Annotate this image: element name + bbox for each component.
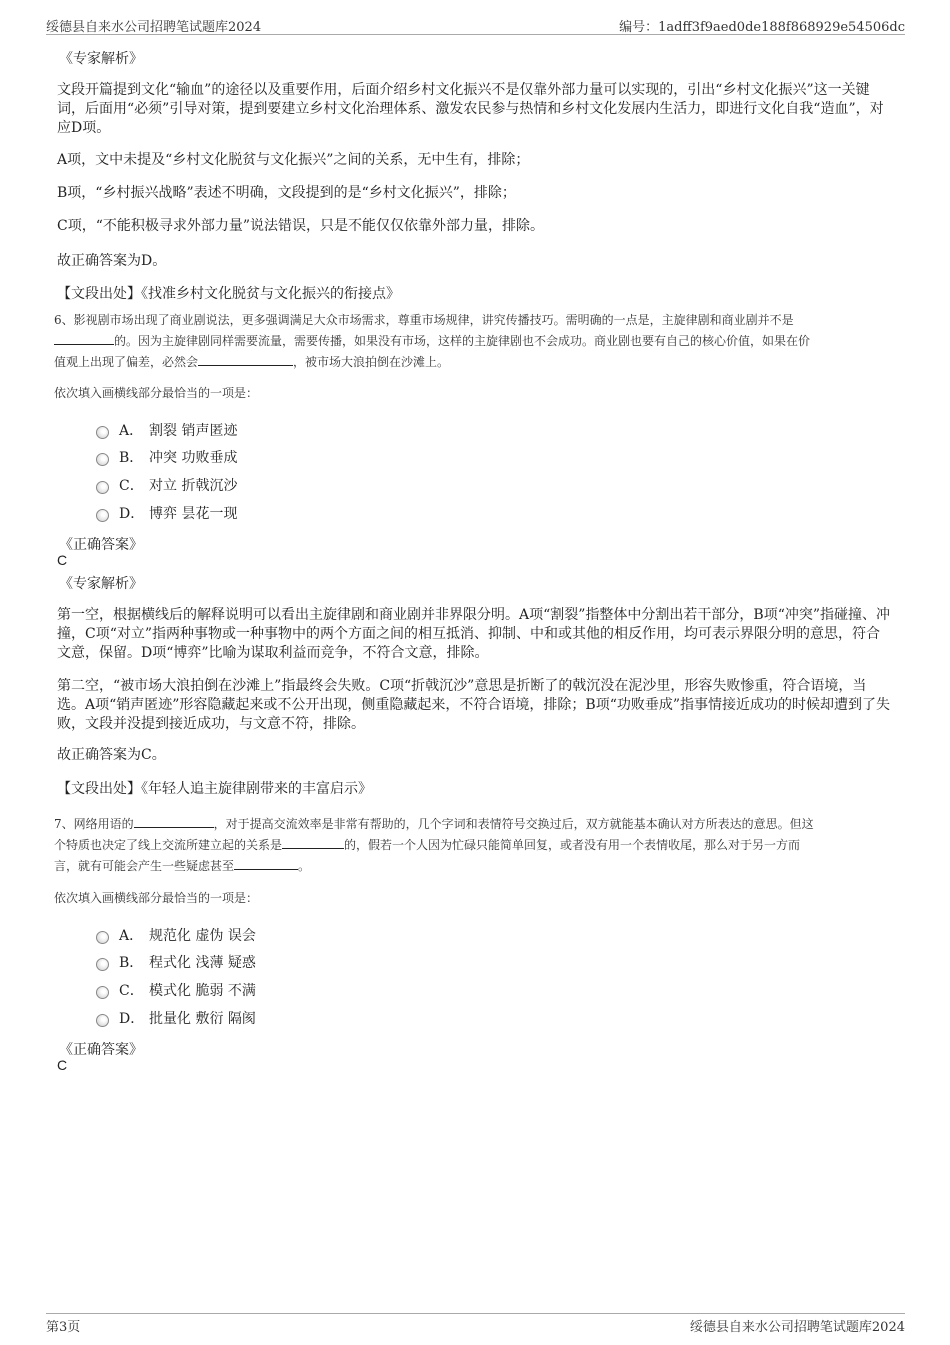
option-text: 对立 折戟沉沙: [149, 478, 238, 494]
q6-answer-label: 《正确答案》: [59, 537, 143, 553]
option-text: 程式化 浅薄 疑惑: [149, 955, 256, 971]
q6-option-b[interactable]: [96, 447, 237, 467]
option-text: 割裂 销声匿迹: [149, 423, 238, 439]
option-text: 博弈 昙花一现: [149, 506, 238, 522]
q6-stem-line2-text: 的。因为主旋律剧同样需要流量，需要传播，如果没有市场，这样的主旋律剧也不会成功。商业剧也要有自己的核心价值，如果在价: [114, 334, 811, 348]
q6-option-a[interactable]: [96, 420, 237, 440]
q7-stem-line2-tail: 的，假若一个人因为忙碌只能简单回复，或者没有用一个表情收尾，那么对于另一方而: [344, 838, 801, 852]
option-key: A．: [119, 928, 144, 944]
q5-analysis: 文段开篇提到文化“输血”的途径以及重要作用，后面介绍乡村文化振兴不是仅靠外部力量可以实现的，引出“乡村文化振兴”这一关键词，后面用“必须”引导对策，提到要建立乡村文化治理体系、激发农民参与热情和乡村文化发展内生活力，即进行文化自我“造血”，对应D项。: [57, 82, 884, 136]
blank[interactable]: [282, 836, 344, 849]
q5-option-b-note: B项，“乡村振兴战略”表述不明确，文段提到的是“乡村文化振兴”，排除；: [57, 185, 516, 201]
q7-stem-line3-text: 言，就有可能会产生一些疑虑甚至: [54, 859, 235, 873]
q5-source: 【文段出处】《找准乡村文化脱贫与文化振兴的衔接点》: [57, 286, 400, 302]
q6-stem-line2: [54, 331, 899, 352]
radio-icon[interactable]: [96, 509, 109, 522]
q7-stem-line3-tail: 。: [298, 859, 311, 873]
q7-prompt: 依次填入画横线部分最恰当的一项是：: [54, 891, 259, 905]
option-key: C．: [119, 478, 144, 494]
option-key: B．: [119, 450, 144, 466]
header-title: 绥德县自来水公司招聘笔试题库2024: [46, 20, 262, 35]
radio-icon[interactable]: [96, 986, 109, 999]
q6-option-d[interactable]: [96, 503, 237, 523]
q7-stem-line2-text: 个特质也决定了线上交流所建立起的关系是: [54, 838, 283, 852]
q6-stem-line1: 6、影视剧市场出现了商业剧说法，更多强调满足大众市场需求，尊重市场规律，讲究传播技巧。需明确的一点是，主旋律剧和商业剧并不是: [54, 313, 794, 327]
q5-option-c-note: C项，“不能积极寻求外部力量”说法错误，只是不能仅仅依靠外部力量，排除。: [57, 218, 545, 234]
q5-conclusion: 故正确答案为D。: [57, 253, 167, 269]
q7-option-a[interactable]: [96, 925, 256, 945]
q6-stem: [54, 310, 899, 373]
q7-stem: [54, 814, 899, 877]
page-footer: [46, 1313, 905, 1336]
radio-icon[interactable]: [96, 931, 109, 944]
q7-option-b[interactable]: [96, 952, 256, 972]
blank[interactable]: [198, 353, 293, 366]
q6-stem-line3-tail: ，被市场大浪拍倒在沙滩上。: [293, 355, 450, 369]
option-key: D．: [119, 1011, 145, 1027]
radio-icon[interactable]: [96, 453, 109, 466]
q7-answer: C: [57, 1057, 68, 1073]
q6-prompt: 依次填入画横线部分最恰当的一项是：: [54, 386, 259, 400]
option-text: 模式化 脆弱 不满: [149, 983, 256, 999]
q7-answer-label: 《正确答案》: [59, 1042, 143, 1058]
q6-stem-line3-text: 值观上出现了偏差，必然会: [54, 355, 199, 369]
q6-analysis-para2: 第二空，“被市场大浪拍倒在沙滩上”指最终会失败。C项“折戟沉沙”意思是折断了的戟沉没在泥沙里，形容失败惨重，符合语境，当选。A项“销声匿迹”形容隐藏起来或不公开出现，侧重隐藏起来，不符合语境，排除；B项“功败垂成”指事情接近成功的时候却遭到了失败，文段并没提到接近成功，与文意不符，排除。: [57, 678, 891, 732]
radio-icon[interactable]: [96, 1014, 109, 1027]
q6-option-c[interactable]: [96, 475, 237, 495]
radio-icon[interactable]: [96, 958, 109, 971]
radio-icon[interactable]: [96, 481, 109, 494]
q7-option-c[interactable]: [96, 980, 256, 1000]
footer-title: 绥德县自来水公司招聘笔试题库2024: [689, 1320, 905, 1335]
option-key: B．: [119, 955, 144, 971]
option-key: A．: [119, 423, 144, 439]
q7-stem-line2: [54, 835, 899, 856]
option-key: D．: [119, 506, 145, 522]
header-doc-id: 编号：1adff3f9aed0de188f868929e54506dc: [619, 20, 905, 35]
blank[interactable]: [54, 332, 114, 345]
q6-conclusion: 故正确答案为C。: [57, 747, 166, 763]
q6-analysis-para1: 第一空，根据横线后的解释说明可以看出主旋律剧和商业剧并非界限分明。A项“割裂”指整体中分割出若干部分，B项“冲突”指碰撞、冲撞，C项“对立”指两种事物或一种事物中的两个方面之间的相互抵消、抑制、中和或其他的相反作用，均可表示界限分明的意思，符合文意，保留。D项“博弈”比喻为谋取利益而竞争，不符合文意，排除。: [57, 607, 891, 661]
q5-option-a-note: A项，文中未提及“乡村文化脱贫与文化振兴”之间的关系，无中生有，排除；: [57, 152, 530, 168]
option-text: 规范化 虚伪 误会: [149, 928, 256, 944]
q6-stem-line3: [54, 352, 899, 373]
q7-option-d[interactable]: [96, 1008, 256, 1028]
q5-expert-label: 《专家解析》: [59, 51, 143, 67]
blank[interactable]: [134, 815, 214, 828]
q6-source: 【文段出处】《年轻人追主旋律剧带来的丰富启示》: [57, 781, 372, 797]
option-text: 批量化 敷衍 隔阂: [149, 1011, 256, 1027]
radio-icon[interactable]: [96, 426, 109, 439]
q7-stem-line3: [54, 856, 899, 877]
blank[interactable]: [234, 857, 298, 870]
q7-stem-line1: [54, 814, 899, 835]
q7-stem-line1-tail: ，对于提高交流效率是非常有帮助的，几个字词和表情符号交换过后，双方就能基本确认对方所表达的意思。但这: [213, 817, 814, 831]
page-number: 第3页: [46, 1320, 81, 1335]
q6-answer: C: [57, 552, 68, 568]
q7-stem-line1-text: 7、网络用语的: [54, 817, 134, 831]
option-text: 冲突 功败垂成: [149, 450, 238, 466]
q6-expert-label: 《专家解析》: [59, 576, 143, 592]
option-key: C．: [119, 983, 144, 999]
page-header: [46, 14, 905, 35]
